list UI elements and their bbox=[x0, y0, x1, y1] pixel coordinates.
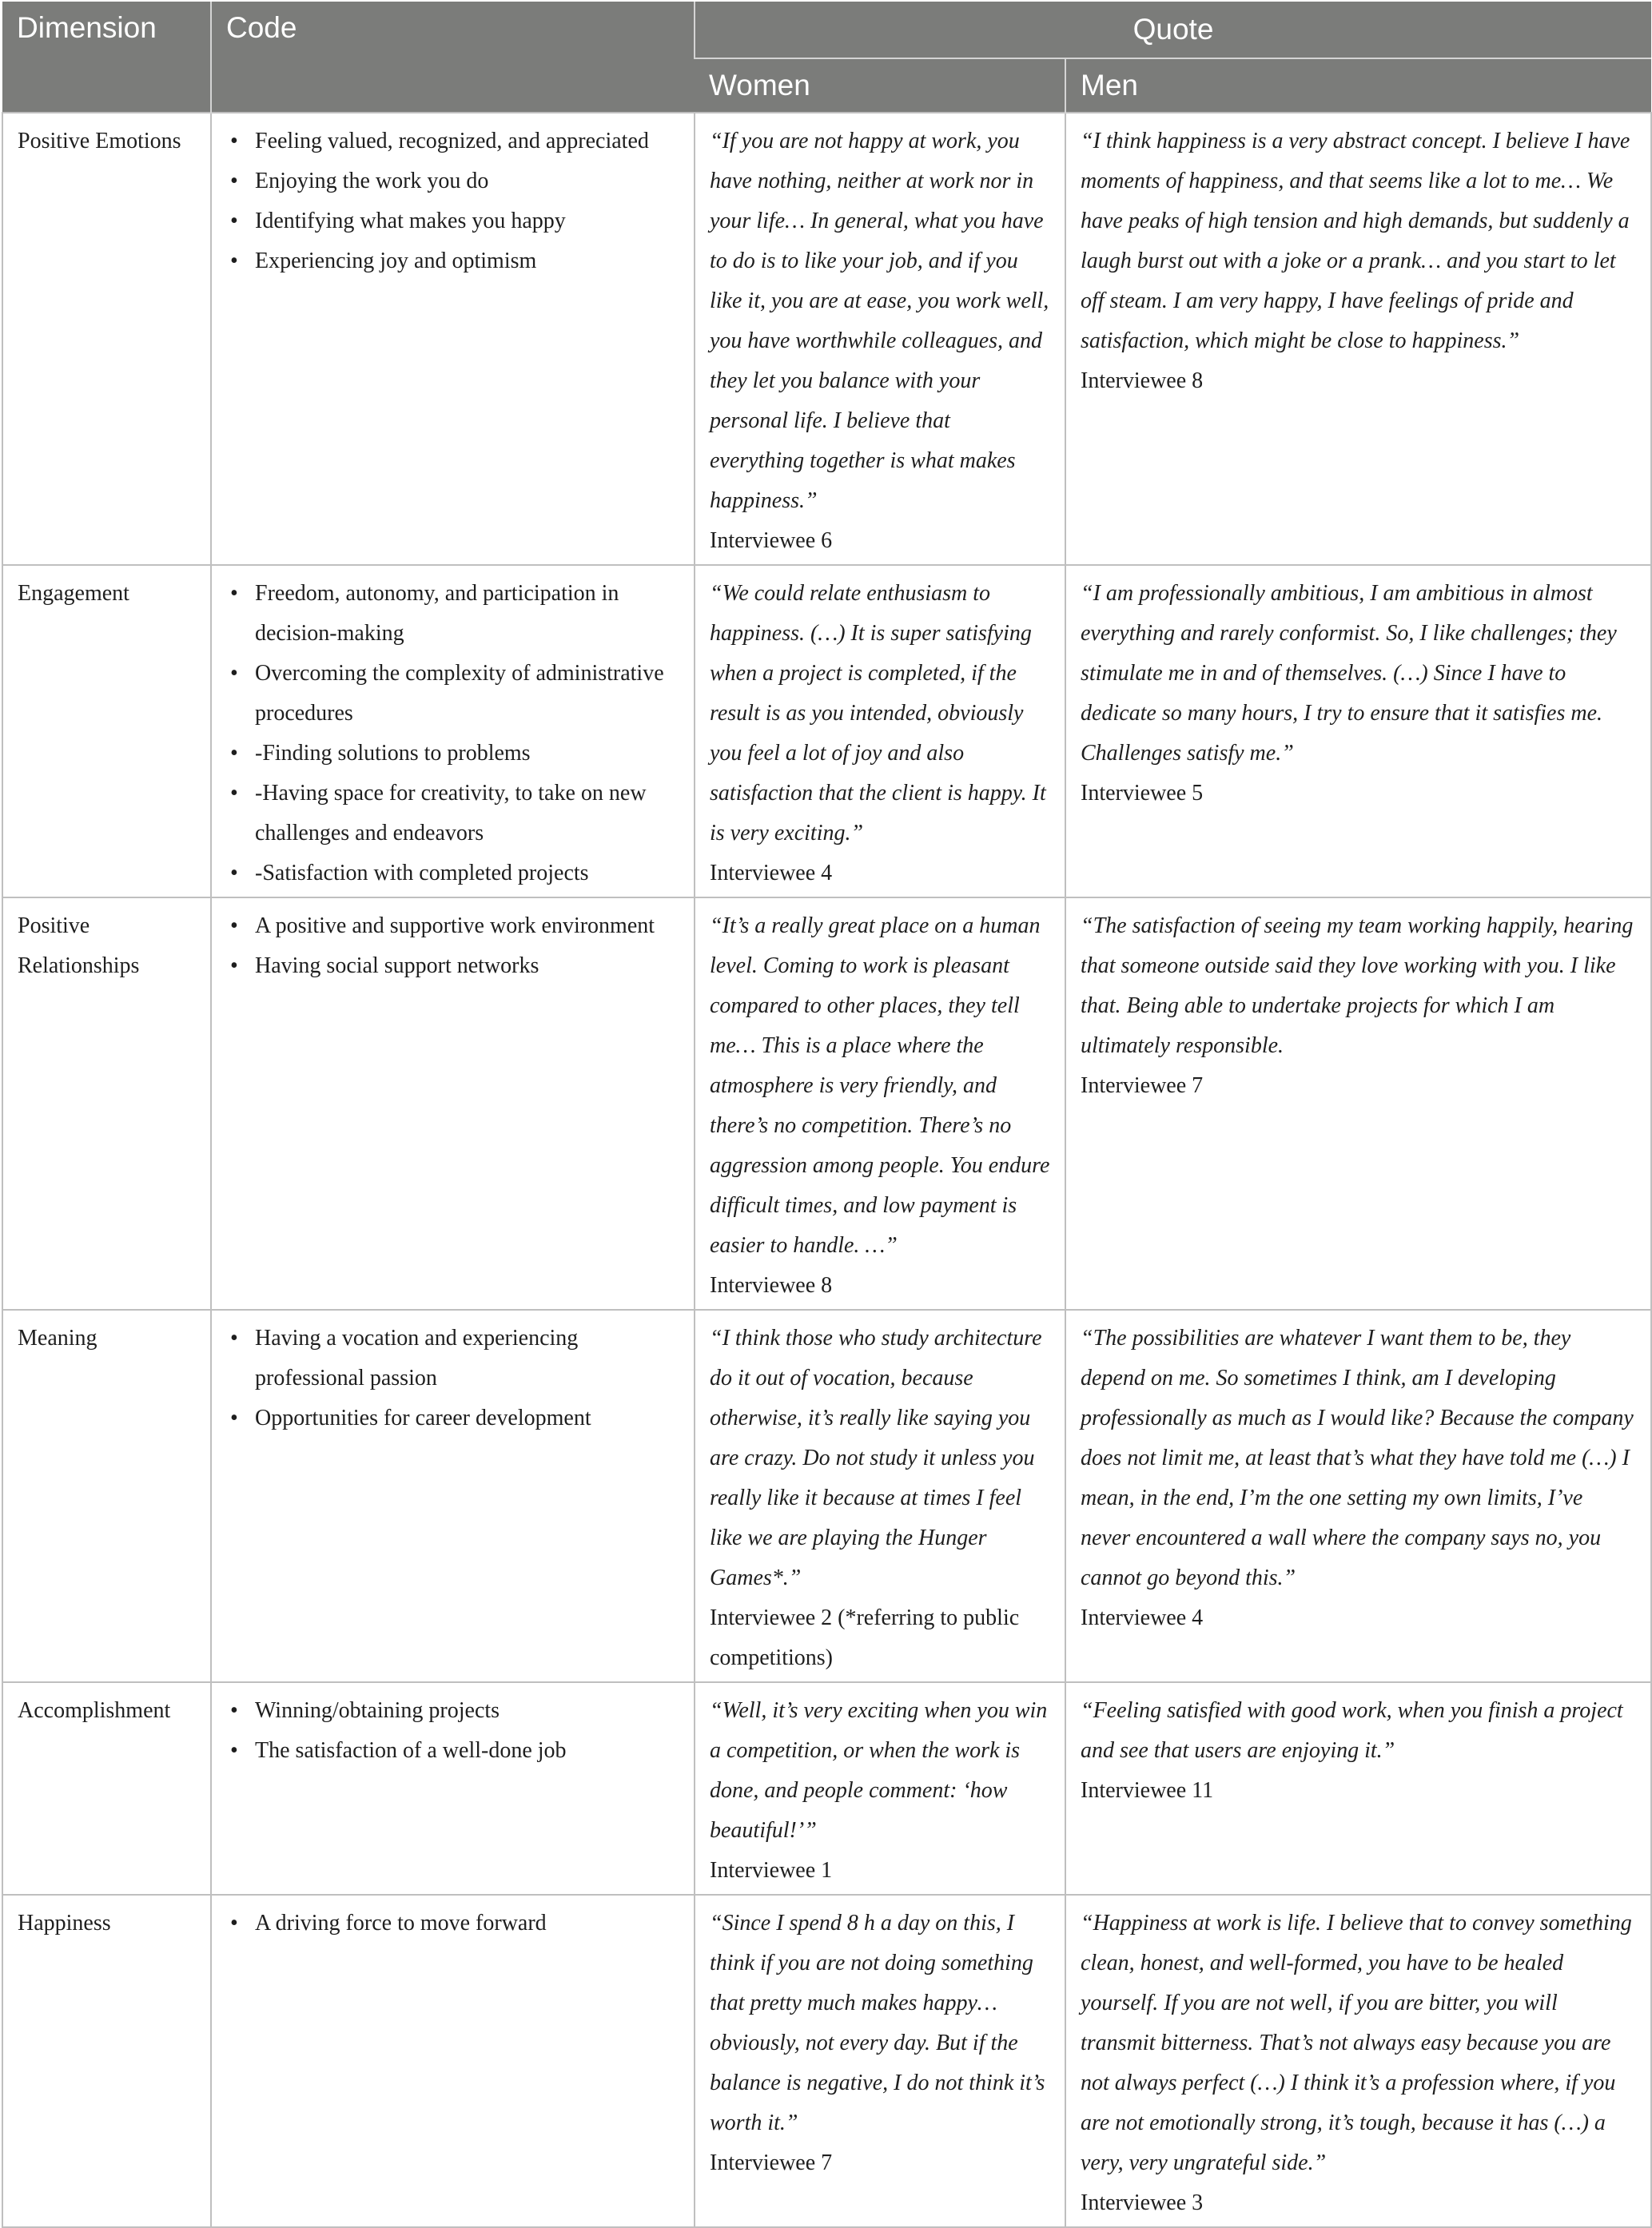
quotes-table bbox=[2, 2, 1652, 2228]
men-quote-cell bbox=[1065, 1310, 1651, 1682]
women-quote-cell bbox=[695, 1682, 1065, 1895]
women-quote: “Well, it’s very exciting when you win a competition, or when the work is done, and people comment: ‘how beautiful!’” bbox=[710, 1698, 1048, 1843]
code-item: • The satisfaction of a well-done job bbox=[226, 1731, 679, 1771]
men-quote-cell bbox=[1065, 897, 1651, 1310]
dimension-cell: Positive Emotions bbox=[2, 113, 211, 565]
header-men: Men bbox=[1065, 58, 1651, 113]
men-quote-cell bbox=[1065, 113, 1651, 565]
code-cell bbox=[211, 1682, 695, 1895]
table-row bbox=[2, 565, 1651, 897]
header-code: Code bbox=[211, 2, 695, 113]
code-item: • A positive and supportive work environment bbox=[226, 906, 679, 946]
code-list bbox=[226, 1319, 679, 1438]
women-quote: “I think those who study architecture do it out of vocation, because otherwise, it’s really like saying you are crazy. Do not study it unless you really like it because at times I feel like we are playing the Hunger Games*.” bbox=[710, 1326, 1042, 1590]
code-list bbox=[226, 121, 679, 281]
men-quote-cell bbox=[1065, 1682, 1651, 1895]
code-item: • -Having space for creativity, to take on new challenges and endeavors bbox=[226, 774, 679, 853]
table-row bbox=[2, 113, 1651, 565]
men-quote: “The possibilities are whatever I want them to be, they depend on me. So sometimes I think, am I developing professionally as much as I would like? Because the company does not limit me, at least that’s what they have told me (…) I mean, in the end, I’m the one setting my own limits, I’ve never encountered a wall where the company says no, you cannot go beyond this.” bbox=[1081, 1326, 1634, 1590]
men-source: Interviewee 7 bbox=[1081, 1073, 1204, 1098]
men-source: Interviewee 8 bbox=[1081, 368, 1204, 393]
code-item: • Feeling valued, recognized, and appreciated bbox=[226, 121, 679, 161]
code-item: • Identifying what makes you happy bbox=[226, 201, 679, 241]
code-cell bbox=[211, 113, 695, 565]
code-list bbox=[226, 574, 679, 893]
code-list bbox=[226, 906, 679, 986]
code-cell bbox=[211, 1895, 695, 2227]
code-cell bbox=[211, 1310, 695, 1682]
code-item: • A driving force to move forward bbox=[226, 1904, 679, 1944]
table-header bbox=[2, 2, 1651, 113]
men-source: Interviewee 5 bbox=[1081, 781, 1204, 806]
dimension-cell: Positive Relationships bbox=[2, 897, 211, 1310]
men-quote-cell bbox=[1065, 1895, 1651, 2227]
women-quote-cell bbox=[695, 113, 1065, 565]
women-quote-cell bbox=[695, 897, 1065, 1310]
table-row bbox=[2, 897, 1651, 1310]
men-quote: “Feeling satisfied with good work, when you finish a project and see that users are enjoying it.” bbox=[1081, 1698, 1623, 1763]
men-source: Interviewee 4 bbox=[1081, 1605, 1204, 1630]
men-quote: “I am professionally ambitious, I am ambitious in almost everything and rarely conformist. So, I like challenges; they stimulate me in and of themselves. (…) Since I have to dedicate so many hours, I try to ensure that it satisfies me. Challenges satisfy me.” bbox=[1081, 581, 1617, 766]
women-quote-cell bbox=[695, 1310, 1065, 1682]
code-item: • Overcoming the complexity of administrative procedures bbox=[226, 654, 679, 734]
code-item: • -Finding solutions to problems bbox=[226, 734, 679, 774]
code-cell bbox=[211, 565, 695, 897]
table-row bbox=[2, 1895, 1651, 2227]
header-women: Women bbox=[695, 58, 1065, 113]
women-source: Interviewee 4 bbox=[710, 861, 833, 885]
code-item: • Enjoying the work you do bbox=[226, 161, 679, 201]
women-quote: “Since I spend 8 h a day on this, I think if you are not doing something that pretty much makes happy… obviously, not every day. But if the balance is negative, I do not think it’s worth it.” bbox=[710, 1911, 1045, 2135]
header-dimension: Dimension bbox=[2, 2, 211, 113]
code-item: • Having a vocation and experiencing professional passion bbox=[226, 1319, 679, 1398]
dimension-cell: Accomplishment bbox=[2, 1682, 211, 1895]
women-source: Interviewee 7 bbox=[710, 2150, 833, 2175]
men-source: Interviewee 3 bbox=[1081, 2190, 1204, 2215]
men-quote: “The satisfaction of seeing my team working happily, hearing that someone outside said they love working with you. I like that. Being able to undertake projects for which I am ultimately responsible. bbox=[1081, 913, 1634, 1058]
women-source: Interviewee 2 (*referring to public competitions) bbox=[710, 1605, 1020, 1670]
dimension-cell: Meaning bbox=[2, 1310, 211, 1682]
women-quote: “If you are not happy at work, you have nothing, neither at work nor in your life… In general, what you have to do is to like your job, and if you like it, you are at ease, you work well, you have worthwhile colleagues, and they let you balance with your personal life. I believe that everything together is what makes happiness.” bbox=[710, 129, 1049, 513]
code-item: • Opportunities for career development bbox=[226, 1398, 679, 1438]
men-quote: “Happiness at work is life. I believe that to convey something clean, honest, and well-formed, you have to be healed yourself. If you are not well, if you are bitter, you will transmit bitterness. That’s not always easy because you are not always perfect (…) I think it’s a profession where, if you are not emotionally strong, it’s tough, because it has (…) a very, very ungrateful side.” bbox=[1081, 1911, 1632, 2175]
women-source: Interviewee 8 bbox=[710, 1273, 833, 1298]
header-quote: Quote bbox=[695, 2, 1651, 58]
dimension-cell: Engagement bbox=[2, 565, 211, 897]
code-item: • -Satisfaction with completed projects bbox=[226, 853, 679, 893]
table-row bbox=[2, 1310, 1651, 1682]
women-quote: “We could relate enthusiasm to happiness. (…) It is super satisfying when a project is completed, if the result is as you intended, obviously you feel a lot of joy and also satisfaction that the client is happy. It is very exciting.” bbox=[710, 581, 1046, 845]
table-row bbox=[2, 1682, 1651, 1895]
code-item: • Experiencing joy and optimism bbox=[226, 241, 679, 281]
dimension-cell: Happiness bbox=[2, 1895, 211, 2227]
men-quote: “I think happiness is a very abstract concept. I believe I have moments of happiness, and that seems like a lot to me… We have peaks of high tension and high demands, but suddenly a laugh burst out with a joke or a prank… and you start to let off steam. I am very happy, I have feelings of pride and satisfaction, which might be close to happiness.” bbox=[1081, 129, 1630, 353]
men-source: Interviewee 11 bbox=[1081, 1778, 1214, 1803]
women-quote-cell bbox=[695, 1895, 1065, 2227]
code-list bbox=[226, 1691, 679, 1771]
code-list bbox=[226, 1904, 679, 1944]
women-source: Interviewee 6 bbox=[710, 528, 833, 553]
code-item: • Having social support networks bbox=[226, 946, 679, 986]
code-cell bbox=[211, 897, 695, 1310]
women-quote: “It’s a really great place on a human level. Coming to work is pleasant compared to other places, they tell me… This is a place where the atmosphere is very friendly, and there’s no competition. There’s no aggression among people. You endure difficult times, and low payment is easier to handle. …” bbox=[710, 913, 1050, 1258]
women-source: Interviewee 1 bbox=[710, 1858, 833, 1883]
code-item: • Winning/obtaining projects bbox=[226, 1691, 679, 1731]
women-quote-cell bbox=[695, 565, 1065, 897]
code-item: • Freedom, autonomy, and participation in decision-making bbox=[226, 574, 679, 654]
men-quote-cell bbox=[1065, 565, 1651, 897]
